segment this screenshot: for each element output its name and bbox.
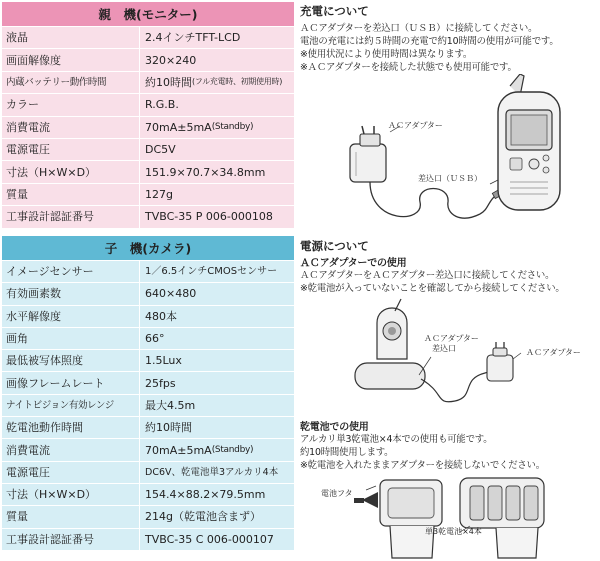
spec-value: 154.4×88.2×79.5mm bbox=[140, 483, 294, 505]
spec-value: 最大4.5m bbox=[140, 394, 294, 416]
charging-line-1: ＡＣアダプターを差込口（ＵＳＢ）に接続してください。 bbox=[300, 23, 538, 34]
charging-adapter-label: ＡＣアダプター bbox=[388, 121, 443, 130]
spec-value: 127g bbox=[140, 183, 294, 205]
ac-adapter-illustration-2 bbox=[487, 342, 513, 381]
camera-illustration bbox=[355, 299, 425, 389]
table-row bbox=[2, 116, 294, 138]
table-row bbox=[2, 505, 294, 527]
table-row bbox=[2, 305, 294, 327]
spec-note: (Standby) bbox=[211, 444, 254, 455]
spec-value: DC6V、乾電池単3アルカリ4本 bbox=[140, 461, 294, 483]
spec-label: 寸法（H×W×D） bbox=[2, 483, 140, 505]
parent-unit-spec-table bbox=[2, 2, 294, 228]
spec-label: 乾電池動作時間 bbox=[2, 416, 140, 438]
spec-label: 質量 bbox=[2, 183, 140, 205]
battery-compartment-illustration bbox=[460, 478, 544, 558]
spec-label: 消費電流 bbox=[2, 116, 140, 138]
ac-adapter-illustration bbox=[350, 126, 386, 182]
spec-label: 液晶 bbox=[2, 26, 140, 48]
charging-line-4: ※ＡＣアダプターを接続した状態でも使用可能です。 bbox=[300, 62, 517, 73]
spec-label: 電源電圧 bbox=[2, 138, 140, 160]
table-row bbox=[2, 138, 294, 160]
spec-note: (Standby) bbox=[211, 121, 254, 132]
table-row bbox=[2, 371, 294, 393]
table-row bbox=[2, 416, 294, 438]
charging-title: 充電について bbox=[300, 4, 369, 18]
battery-line-3: ※乾電池を入れたままアダプターを接続しないでください。 bbox=[300, 460, 545, 471]
table-row bbox=[2, 260, 294, 282]
table-row bbox=[2, 349, 294, 371]
adapter-port-label-2: 差込口 bbox=[432, 344, 456, 353]
child-unit-spec-table bbox=[2, 236, 294, 550]
spec-value: 480本 bbox=[140, 305, 294, 327]
spec-value: 320×240 bbox=[140, 48, 294, 70]
spec-label: 消費電流 bbox=[2, 438, 140, 460]
charging-illustration bbox=[330, 74, 598, 240]
power-title: 電源について bbox=[300, 239, 369, 253]
table-row bbox=[2, 93, 294, 115]
spec-label: 画像フレームレート bbox=[2, 371, 140, 393]
spec-label: 画面解像度 bbox=[2, 48, 140, 70]
table-row bbox=[2, 71, 294, 93]
spec-label: 電源電圧 bbox=[2, 461, 140, 483]
table-row bbox=[2, 438, 294, 460]
spec-label: 内蔵バッテリー動作時間 bbox=[2, 71, 140, 93]
spec-label: 寸法（H×W×D） bbox=[2, 160, 140, 182]
battery-line-1: アルカリ単3乾電池×4本での使用も可能です。 bbox=[300, 434, 493, 445]
spec-value: R.G.B. bbox=[140, 93, 294, 115]
battery-count-label: 単3乾電池×4本 bbox=[425, 527, 482, 536]
parent-unit-title-text: 親 機(モニター) bbox=[98, 7, 198, 22]
power-adapter-label: ＡＣアダプター bbox=[526, 348, 581, 357]
spec-label: 最低被写体照度 bbox=[2, 349, 140, 371]
spec-value: 1.5Lux bbox=[140, 349, 294, 371]
spec-value: TVBC-35 C 006-000107 bbox=[140, 528, 294, 550]
spec-value: 151.9×70.7×34.8mm bbox=[140, 160, 294, 182]
spec-value: 70mA±5mA bbox=[145, 443, 212, 457]
spec-value: DC5V bbox=[140, 138, 294, 160]
spec-value: 約10時間 bbox=[145, 75, 192, 89]
table-row bbox=[2, 394, 294, 416]
spec-value: 640×480 bbox=[140, 282, 294, 304]
spec-label: 有効画素数 bbox=[2, 282, 140, 304]
adapter-port-label-1: ＡＣアダプター bbox=[424, 334, 479, 343]
spec-value: 25fps bbox=[140, 371, 294, 393]
table-row bbox=[2, 160, 294, 182]
battery-subtitle: 乾電池での使用 bbox=[300, 422, 369, 433]
spec-value-wrap bbox=[140, 116, 294, 138]
battery-cover-label: 電池フタ bbox=[321, 489, 353, 498]
child-unit-title-text: 子 機(カメラ) bbox=[104, 241, 192, 256]
table-row bbox=[2, 461, 294, 483]
battery-illustration bbox=[300, 470, 596, 560]
table-row bbox=[2, 483, 294, 505]
spec-value: 1／6.5インチCMOSセンサー bbox=[140, 260, 294, 282]
spec-value: 約10時間 bbox=[140, 416, 294, 438]
spec-value: 2.4インチTFT-LCD bbox=[140, 26, 294, 48]
monitor-illustration bbox=[498, 74, 560, 210]
spec-label: 水平解像度 bbox=[2, 305, 140, 327]
table-row bbox=[2, 327, 294, 349]
spec-label: 画角 bbox=[2, 327, 140, 349]
table-row bbox=[2, 48, 294, 70]
spec-value-wrap bbox=[140, 71, 294, 93]
spec-value-wrap bbox=[140, 438, 294, 460]
spec-value: 66° bbox=[140, 327, 294, 349]
spec-label: ナイトビジョン有効レンジ bbox=[2, 394, 140, 416]
charging-line-2: 電池の充電には約５時間の充電で約10時間の使用が可能です。 bbox=[300, 36, 559, 47]
charging-port-label: 差込口（ＵＳＢ） bbox=[418, 174, 482, 183]
spec-note: (フル充電時、初期使用時) bbox=[192, 77, 283, 87]
child-unit-title bbox=[2, 236, 294, 260]
spec-label: 工事設計認証番号 bbox=[2, 205, 140, 227]
power-ac-line-1: ＡＣアダプターをＡＣアダプター差込口に接続してください。 bbox=[300, 270, 555, 281]
spec-label: イメージセンサー bbox=[2, 260, 140, 282]
spec-label: 工事設計認証番号 bbox=[2, 528, 140, 550]
spec-value: 70mA±5mA bbox=[145, 120, 212, 134]
power-ac-subtitle: ＡＣアダプターでの使用 bbox=[300, 258, 407, 269]
battery-line-2: 約10時間使用します。 bbox=[300, 447, 394, 458]
battery-cover-illustration bbox=[354, 480, 442, 558]
parent-unit-title bbox=[2, 2, 294, 26]
table-row bbox=[2, 183, 294, 205]
table-row bbox=[2, 205, 294, 227]
table-row bbox=[2, 282, 294, 304]
spec-label: 質量 bbox=[2, 505, 140, 527]
table-row bbox=[2, 26, 294, 48]
spec-value: TVBC-35 P 006-000108 bbox=[140, 205, 294, 227]
spec-value: 214g（乾電池含まず） bbox=[140, 505, 294, 527]
table-row bbox=[2, 528, 294, 550]
spec-label: カラー bbox=[2, 93, 140, 115]
power-ac-line-2: ※乾電池が入っていないことを確認してから接続してください。 bbox=[300, 283, 565, 294]
charging-line-3: ※使用状況により使用時間は異なります。 bbox=[300, 49, 473, 60]
